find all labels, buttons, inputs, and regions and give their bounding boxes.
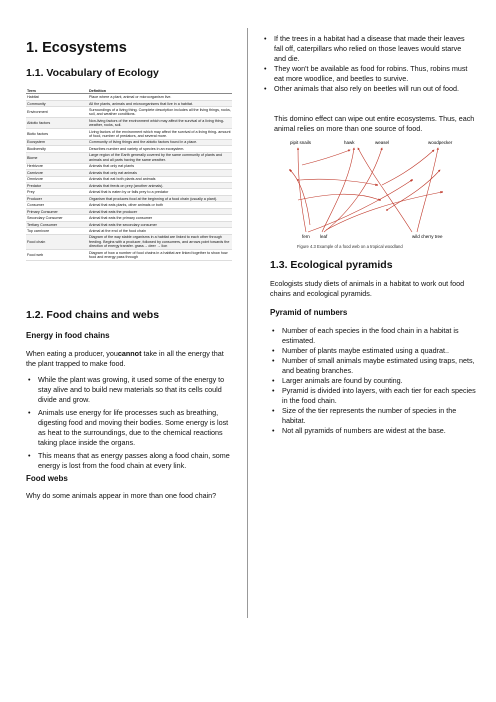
node-label: fern: [302, 234, 310, 239]
table-cell-definition: Place where a plant, animal or microorganism live.: [88, 94, 232, 100]
table-row: [26, 234, 232, 249]
table-cell-term: Community: [26, 100, 88, 106]
table-cell-definition: Animal that eats the producer: [88, 208, 232, 214]
table-header-term: Term: [26, 88, 88, 94]
table-cell-term: Environment: [26, 107, 88, 118]
table-cell-definition: Living factors of the environment which may affect the survival of a living thing- amount of food, number of predators, and several more.: [89, 129, 231, 138]
list-item: • This means that as energy passes along a food chain, some energy is lost from the food chain at every link.: [28, 451, 230, 470]
table-cell-definition: Non-living factors of the environment which may affect the survival of a living thing- weather, rocks, soil.: [88, 118, 232, 129]
energy-intro-bold: cannot: [117, 349, 142, 358]
table-cell-definition: All the plants, animals and microorganisms that live in a habitat.: [88, 100, 232, 106]
vocabulary-table-body: [26, 94, 232, 260]
table-row: [26, 152, 232, 163]
table-row: [26, 249, 232, 260]
food-web-nodes: [289, 169, 443, 211]
vocab-heading: 1.1. Vocabulary of Ecology: [26, 67, 159, 79]
bullet-icon: •: [272, 356, 275, 365]
table-cell-term: Habitat: [26, 94, 88, 100]
table-cell-definition: Diagram of how a number of food chains in a habitat are linked together to show how food and energy pass through: [88, 249, 232, 260]
table-row: [26, 118, 232, 129]
table-cell-definition: Diagram of the way stable organisms in a habitat are linked to each other through feeding. Begins with a producer, followed by consumers, and arrows point towards the direction of energy transfer. grass→ deer → lion: [88, 234, 232, 249]
table-cell-term: Producer: [26, 195, 88, 201]
bullet-icon: •: [28, 375, 31, 384]
list-item: • Animals use energy for life processes such as breathing, digesting food and moving their bodies. Some energy is lost as heat to the surroundings, due to the chemical reactions taking place inside the organs.: [28, 408, 229, 447]
food-webs-question: Why do some animals appear in more than one food chain?: [26, 491, 217, 500]
bullet-icon: •: [272, 406, 275, 415]
list-item: • Number of each species in the food chain in a habitat is estimated.: [272, 326, 459, 345]
list-item: • If the trees in a habitat had a disease that made their leaves fall off, caterpillars who relied on those leaves would starve and die.: [264, 34, 465, 63]
bullet-icon: •: [272, 426, 275, 435]
table-cell-definition: Animals that only eat animals: [88, 170, 232, 176]
table-cell-definition: Animals that feeds on prey (another animals).: [88, 183, 232, 189]
pyramid-bullets: [270, 326, 478, 436]
food-web-arrows: [290, 148, 442, 232]
pyramids-text: Ecologists study diets of animals in a habitat to work out food chains and ecological pyramids.: [270, 279, 465, 298]
table-cell-definition: Organism that produces food at the beginning of a food chain (usually a plant).: [88, 195, 232, 201]
list-item: • Not all pyramids of numbers are widest at the base.: [272, 426, 446, 435]
node-label: weasel: [375, 140, 390, 145]
table-cell-term: Secondary Consumer: [26, 215, 88, 221]
bullet-icon: •: [272, 346, 275, 355]
table-row: [26, 107, 232, 118]
figure-caption: Figure 4.3 Example of a food web on a tropical woodland: [297, 244, 403, 249]
table-header-definition: Definition: [88, 88, 232, 94]
list-item: • While the plant was growing, it used some of the energy to stay alive and to build new materials so that its cells could divide and grow.: [28, 375, 225, 404]
node-label: wild cherry tree: [412, 234, 443, 239]
table-cell-term: Omnivore: [26, 176, 88, 182]
domino-bullets: [262, 34, 474, 94]
table-cell-definition: Animal at the end of the food chain: [88, 228, 232, 234]
table-cell-term: Abiotic factors: [26, 118, 88, 129]
bullet-icon: •: [28, 451, 31, 460]
table-row: [26, 129, 232, 140]
energy-heading: Energy in food chains: [26, 331, 110, 340]
bullet-icon: •: [28, 408, 31, 417]
table-cell-term: Biotic factors: [26, 129, 88, 140]
food-chains-heading: 1.2. Food chains and webs: [26, 309, 160, 321]
table-cell-term: Carnivore: [26, 170, 88, 176]
table-cell-term: Top carnivore: [26, 228, 88, 234]
bullet-icon: •: [272, 386, 275, 395]
energy-intro-post: take in all the energy that the plant trapped to make food.: [26, 349, 224, 368]
table-cell-definition: Large region of the Earth generally covered by the same community of plants and animals and all parts having the same weather.: [88, 152, 232, 163]
table-cell-definition: Community of living things and the abiotic factors found in a place.: [88, 139, 232, 145]
table-cell-definition: Animal that eats the primary consumer: [88, 215, 232, 221]
table-cell-definition: Animals that only eat plants: [88, 163, 232, 169]
table-cell-term: Prey: [26, 189, 88, 195]
energy-bullets: [26, 375, 232, 474]
node-label: woodpecker: [428, 140, 453, 145]
list-item: • Other animals that also rely on beetles will run out of food.: [264, 84, 459, 93]
bullet-icon: •: [264, 34, 267, 43]
food-webs-heading: Food webs: [26, 474, 68, 483]
table-cell-definition: Animal that eats plants, other animals or both: [88, 202, 232, 208]
bullet-icon: •: [264, 84, 267, 93]
table-cell-term: Primary Consumer: [26, 208, 88, 214]
node-label: pipit snails: [290, 140, 312, 145]
node-label: leaf: [320, 234, 328, 239]
table-cell-term: Predator: [26, 183, 88, 189]
vocabulary-table: [26, 88, 232, 261]
page-title: 1. Ecosystems: [26, 40, 127, 56]
table-cell-term: Food web: [26, 249, 88, 260]
list-item: • Number of small animals maybe estimated using traps, nets, and beating branches.: [272, 356, 475, 375]
bullet-icon: •: [272, 376, 275, 385]
list-item: • They won't be available as food for robins. Thus, robins must eat more woodlice, and beetles to survive.: [264, 64, 468, 83]
table-cell-term: Tertiary Consumer: [26, 221, 88, 227]
table-cell-definition: Describes number and variety of species in an ecosystem.: [88, 146, 232, 152]
food-web-diagram: [262, 140, 474, 252]
table-cell-term: Herbivore: [26, 163, 88, 169]
bullet-icon: •: [264, 64, 267, 73]
node-label: hawk: [344, 140, 355, 145]
food-web-figure: [262, 140, 474, 255]
energy-intro-pre: When eating a producer, you: [26, 349, 118, 358]
energy-intro: [26, 349, 232, 369]
table-cell-definition: Animal that is eaten by or falls prey to a predator: [88, 189, 232, 195]
column-divider: [247, 28, 248, 618]
table-cell-term: Biodiversity: [26, 146, 88, 152]
table-cell-definition: Surroundings of a living thing. Complete description includes all the living things, rocks, soil, and weather conditions.: [89, 108, 231, 117]
list-item: • Larger animals are found by counting.: [272, 376, 403, 385]
list-item: • Pyramid is divided into layers, with each tier for each species in the food chain.: [272, 386, 476, 405]
list-item: • Number of plants maybe estimated using a quadrat..: [272, 346, 450, 355]
table-cell-term: Ecosystem: [26, 139, 88, 145]
table-cell-definition: Animals that eat both plants and animals: [88, 176, 232, 182]
pyramid-of-numbers-heading: Pyramid of numbers: [270, 308, 348, 317]
list-item: • Size of the tier represents the number of species in the habitat.: [272, 406, 457, 425]
table-cell-term: Biome: [26, 152, 88, 163]
domino-text: This domino effect can wipe out entire ecosystems. Thus, each animal relies on more than one source of food.: [274, 114, 475, 133]
table-cell-term: Food chain: [26, 234, 88, 249]
table-cell-definition: Animal that eats the secondary consumer: [88, 221, 232, 227]
bullet-icon: •: [272, 326, 275, 335]
pyramids-heading: 1.3. Ecological pyramids: [270, 259, 393, 271]
table-cell-term: Consumer: [26, 202, 88, 208]
